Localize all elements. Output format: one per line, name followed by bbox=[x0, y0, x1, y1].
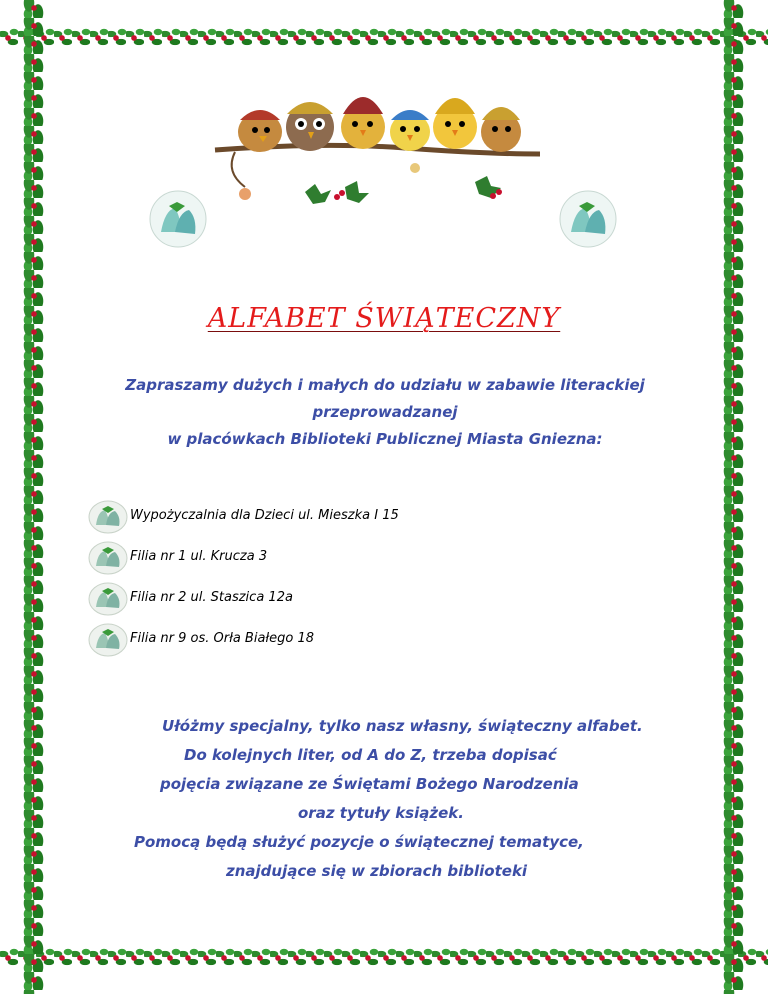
holly-border-left bbox=[22, 0, 46, 994]
location-text: Filia nr 1 ul. Krucza 3 bbox=[130, 549, 268, 564]
christmas-bells-icon bbox=[88, 622, 128, 658]
outro-line: Ułóżmy specjalny, tylko nasz własny, świąteczny alfabet. bbox=[162, 717, 643, 735]
intro-line: przeprowadzanej bbox=[312, 403, 458, 421]
outro-line: pojęcia związane ze Świętami Bożego Narodzenia bbox=[160, 775, 579, 793]
location-text: Wypożyczalnia dla Dzieci ul. Mieszka I 15 bbox=[130, 508, 399, 523]
birds-on-branch-icon bbox=[205, 72, 545, 227]
outro-line: znajdujące się w zbiorach biblioteki bbox=[226, 862, 528, 880]
outro-paragraph bbox=[100, 712, 700, 886]
holly-border-bottom bbox=[0, 946, 768, 970]
intro-line: Zapraszamy dużych i małych do udziału w zabawie literackiej bbox=[125, 376, 645, 394]
outro-line: Pomocą będą służyć pozycje o świątecznej tematyce, bbox=[134, 833, 584, 851]
page-title: ALFABET ŚWIĄTECZNY bbox=[207, 303, 561, 334]
outro-line: Do kolejnych liter, od A do Z, trzeba dopisać bbox=[184, 746, 557, 764]
location-text: Filia nr 2 ul. Staszica 12a bbox=[130, 590, 293, 605]
christmas-bells-icon bbox=[88, 581, 128, 617]
intro-line: w placówkach Biblioteki Publicznej Miasta Gniezna: bbox=[167, 430, 603, 448]
location-text: Filia nr 9 os. Orła Białego 18 bbox=[130, 631, 315, 646]
holly-border-top bbox=[0, 26, 768, 50]
christmas-bells-icon bbox=[88, 499, 128, 535]
christmas-bells-icon bbox=[88, 540, 128, 576]
outro-line: oraz tytuły książek. bbox=[298, 804, 464, 822]
christmas-bells-icon bbox=[557, 188, 619, 250]
intro-paragraph bbox=[60, 372, 710, 453]
christmas-bells-icon bbox=[147, 188, 209, 250]
holly-border-right bbox=[722, 0, 746, 994]
